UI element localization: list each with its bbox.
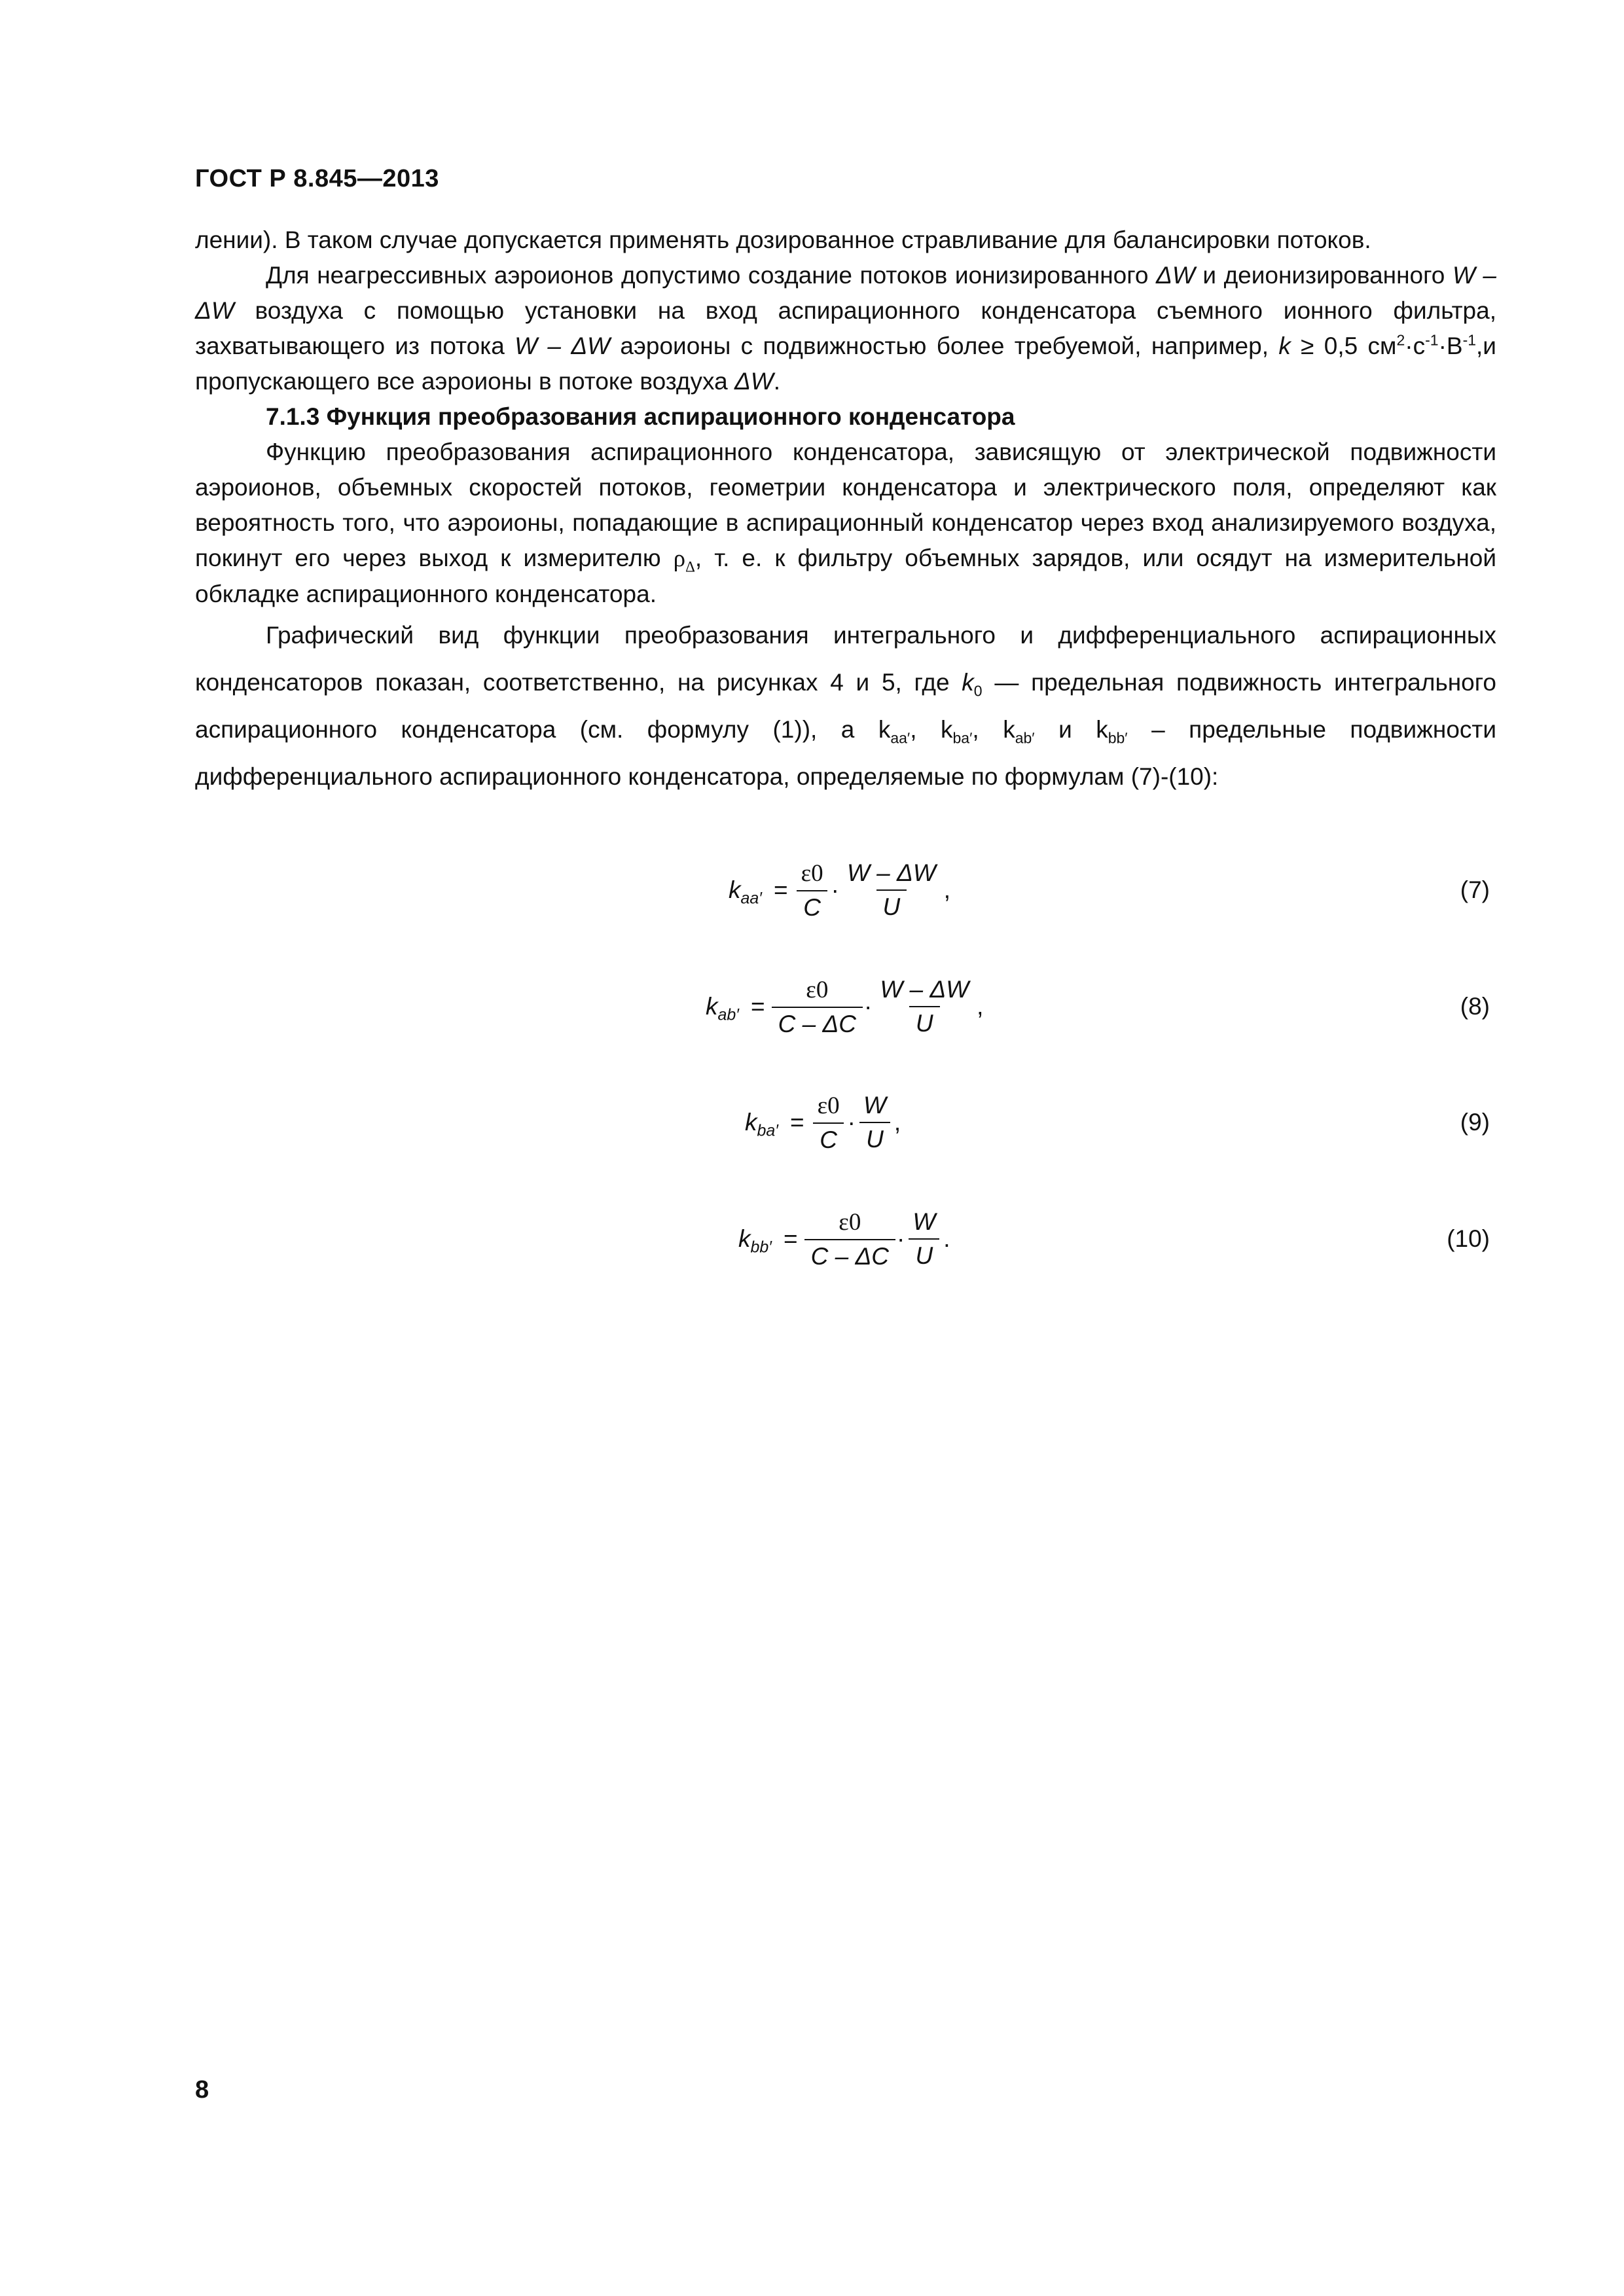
formula-expression [729,844,950,936]
subscript: aa′ [890,729,911,747]
dot-operator: · [864,993,873,1020]
formula-symbol: k [706,993,718,1020]
fraction [857,1092,893,1153]
subscript: 0 [973,682,983,700]
subscript: ba′ [952,729,973,747]
equals-sign: = [774,876,788,903]
formula-lhs [729,876,768,908]
formula-symbol: k [729,876,741,903]
equation-number: (9) [1460,1109,1490,1136]
math-kaa: k [878,716,891,743]
dot-operator: · [897,1225,905,1252]
formula-subscript: bb′ [750,1238,772,1257]
formula-expression [738,1193,950,1285]
math-k: k [1278,332,1291,359]
fraction-denominator: U [876,889,907,921]
formula-10 [195,1193,1496,1285]
formula-expression [706,961,983,1052]
text-span: , т. е. к фильтру объемных зарядов, или осядут на измерительной обкладке аспирационного конденсатора. [195,545,1496,607]
math-k0: k [962,669,974,696]
math-kab: k [1003,716,1015,743]
formula-symbol: k [745,1109,757,1136]
formula-punctuation: , [977,993,984,1020]
math-delta-w: ΔW [1156,262,1195,289]
fraction-denominator: C – ΔC [804,1239,895,1270]
formula-punctuation: . [943,1225,950,1252]
text-span: аэроионы с подвижностью более требуемой, например, [610,332,1279,359]
text-span: . [773,368,780,395]
paragraph-graphic-view [195,612,1496,800]
equation-number: (8) [1460,993,1490,1020]
fraction [906,1208,942,1270]
paragraph-ion-filter [195,258,1496,399]
superscript: -1 [1425,331,1439,349]
text-span: , [972,716,1003,743]
equals-sign: = [751,993,765,1020]
math-kba: k [941,716,953,743]
equation-number: (10) [1447,1225,1490,1252]
equals-sign: = [790,1109,804,1136]
fraction-numerator: ε0 [806,976,829,1003]
subscript: bb′ [1108,729,1128,747]
text-span: – предельные подвижности дифференциального аспирационного конденсатора, определяемые по формулам (7)-(10): [195,716,1497,790]
text-span: ,и пропускающего все аэроионы в потоке воздуха [195,332,1496,395]
formula-subscript: ba′ [757,1121,778,1140]
fraction-denominator: C [813,1122,844,1154]
formula-symbol: k [738,1225,751,1252]
fraction-denominator: U [859,1122,890,1153]
math-kbb: k [1096,716,1108,743]
equation-number: (7) [1460,876,1490,903]
fraction-numerator: ε0 [801,859,823,887]
text-span: ·В [1438,332,1463,359]
dot-operator: · [831,876,839,903]
fraction [804,1208,895,1270]
fraction-numerator: ε0 [839,1208,861,1236]
math-delta-w: ΔW [734,368,774,395]
text-span: ≥ 0,5 см [1290,332,1397,359]
fraction-denominator: C [797,890,827,922]
paragraph-continuation: лении). В таком случае допускается применять дозированное стравливание для балансировки потоков. [195,226,1371,253]
fraction-numerator: W – ΔW [880,976,969,1003]
text-span: Графический вид функции преобразования интегрального и дифференциального аспирационных конденсаторов показан, соответственно, на рисунках 4 и 5, где [195,622,1496,696]
formula-lhs [738,1225,778,1257]
superscript: 2 [1396,331,1405,349]
fraction [811,1092,846,1154]
formula-punctuation: , [893,1109,901,1136]
fraction-denominator: U [909,1006,940,1037]
document-header: ГОСТ Р 8.845—2013 [195,165,439,192]
formula-subscript: ab′ [717,1005,739,1024]
superscript: -1 [1462,331,1477,349]
page-number: 8 [195,2076,209,2104]
text-span: — предельная подвижность интегрального аспирационного конденсатора (см. формулу (1)), а [195,669,1496,743]
text-span: и [1034,716,1096,743]
dot-operator: · [847,1109,856,1136]
formula-7 [195,844,1496,936]
text-span: воздуха с помощью установки на вход аспирационного конденсатора съемного ионного фильтра, захватывающего из потока [195,297,1496,359]
math-rho: ρ [673,545,686,572]
fraction-denominator: C – ΔC [772,1007,863,1038]
formula-expression [745,1077,901,1168]
subscript: ab′ [1015,729,1035,747]
fraction-numerator: W [912,1208,936,1235]
math-w-minus-delta-w: W – ΔW [514,332,611,359]
text-span: Функцию преобразования аспирационного конденсатора, зависящую от электрической подвижности аэроионов, объемных скоростей потоков, геометрии конденсатора и электрического поля, определяют как вероятность того, что аэроионы, попадающие в аспирационный конденсатор через вход анализируемого воздуха, покинут его через выход к измерителю [195,439,1496,571]
equals-sign: = [784,1225,798,1252]
formula-subscript: aa′ [740,889,762,908]
text-span: ·с [1405,332,1426,359]
formula-punctuation: , [943,876,951,903]
formula-lhs [745,1109,785,1140]
fraction-numerator: W – ΔW [846,859,936,886]
fraction [840,859,943,921]
subscript: Δ [685,558,695,575]
math-w-minus-delta-w: W – ΔW [195,262,1497,324]
fraction [873,976,975,1037]
section-heading: 7.1.3 Функция преобразования аспирационного конденсатора [266,403,1015,430]
formula-9 [195,1077,1496,1168]
fraction-denominator: U [909,1238,939,1270]
fraction-numerator: ε0 [817,1092,840,1119]
formula-lhs [706,993,746,1024]
fraction-numerator: W [863,1092,886,1119]
paragraph-transfer-function [195,435,1496,612]
text-span: и деионизированного [1195,262,1453,289]
body-text [195,223,1496,800]
formula-8 [195,961,1496,1052]
fraction [772,976,863,1038]
text-span: Для неагрессивных аэроионов допустимо создание потоков ионизированного [266,262,1157,289]
fraction [795,859,830,922]
text-span: , [910,716,941,743]
